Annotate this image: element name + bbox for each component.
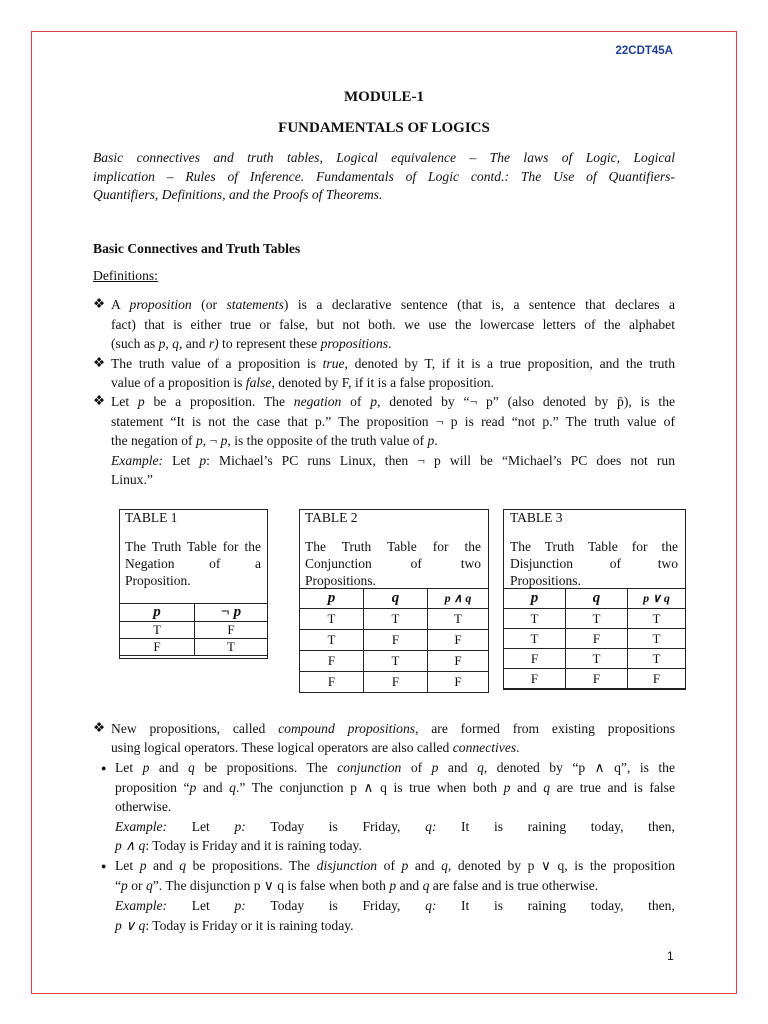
table-cell: F <box>195 622 268 639</box>
table-cell: T <box>504 629 566 649</box>
example-word: is <box>493 819 504 834</box>
table-cell: T <box>428 609 489 630</box>
def2-line2: value of a proposition is false, denoted by F, if it is a false proposition. <box>111 375 494 390</box>
compound-line1: New propositions, called compound propositions, are formed from existing propositions <box>111 721 675 736</box>
truth-table-3 <box>503 588 686 689</box>
chapter-title: FUNDAMENTALS OF LOGICS <box>278 120 490 136</box>
table-cell: F <box>428 672 489 693</box>
example-word: then, <box>648 819 675 834</box>
conj-example <box>115 819 675 835</box>
table-cell: F <box>300 651 364 672</box>
def3-line3: the negation of p, ¬ p, is the opposite of the truth value of p. <box>111 433 438 448</box>
table3-caption: TABLE 3 <box>510 510 563 525</box>
disj-line2: “p or q”. The disjunction p ∨ q is false when both p and q are false and is true otherwise. <box>115 878 599 893</box>
abstract-line: implication – Rules of Inference. Fundamentals of Logic contd.: The Use of Quantifiers- <box>93 169 675 184</box>
table-cell: T <box>195 639 268 656</box>
table-cell: F <box>504 649 566 669</box>
conj-example-line2: p ∧ q: Today is Friday and it is raining today. <box>115 838 362 853</box>
table-cell: T <box>364 651 428 672</box>
example-word: q: <box>425 898 437 913</box>
conj-line3: otherwise. <box>115 799 172 814</box>
table-header: ¬ p <box>195 604 268 622</box>
table-cell: T <box>120 622 195 639</box>
table-header: p ∧ q <box>428 589 489 609</box>
table-cell: F <box>364 672 428 693</box>
example-word: q: <box>425 819 437 834</box>
def2-line1: The truth value of a proposition is true, denoted by T, if it is a true proposition, and the truth <box>111 356 675 371</box>
module-title: MODULE-1 <box>344 89 424 105</box>
example-label: Example: <box>115 819 168 834</box>
def3-example: Example: Let p: Michael’s PC runs Linux, then ¬ p will be “Michael’s PC does not run <box>111 453 675 468</box>
table-cell: T <box>566 609 628 629</box>
example-word: p: <box>234 898 246 913</box>
example-word: Friday, <box>362 898 401 913</box>
table-cell: T <box>300 609 364 630</box>
document-code: 22CDT45A <box>615 45 673 57</box>
example-word: today, <box>590 898 624 913</box>
truth-table-2 <box>299 588 489 693</box>
example-word: Friday, <box>362 819 401 834</box>
example-word: is <box>493 898 504 913</box>
example-word: then, <box>648 898 675 913</box>
table-cell: F <box>566 669 628 689</box>
example-word: It <box>461 898 470 913</box>
table-cell: F <box>300 672 364 693</box>
table2-description: The Truth Table for the Conjunction of two Propositions. <box>305 539 481 588</box>
disj-example <box>115 898 675 914</box>
example-word: today, <box>590 819 624 834</box>
diamond-bullet-icon: ❖ <box>93 355 106 370</box>
table-header: p <box>300 589 364 609</box>
def1-line1: A proposition (or statements) is a declarative sentence (that is, a sentence that declares a <box>111 297 676 312</box>
table-header: q <box>566 589 628 609</box>
example-word: p: <box>234 819 246 834</box>
table-cell: F <box>428 651 489 672</box>
disj-line1: Let p and q be propositions. The disjunction of p and q, denoted by p ∨ q, is the proposition <box>115 858 675 873</box>
def1-line3: (such as p, q, and r) to represent these propositions. <box>111 336 392 351</box>
example-word: raining <box>527 898 567 913</box>
example-word: It <box>461 819 470 834</box>
table-cell: T <box>566 649 628 669</box>
example-word: Today <box>270 819 305 834</box>
section-heading: Basic Connectives and Truth Tables <box>93 241 301 256</box>
example-word: is <box>328 898 338 913</box>
def3-line1: Let p be a proposition. The negation of p, denoted by “¬ p” (also denoted by p̄), is the <box>111 394 676 409</box>
table-cell: F <box>566 629 628 649</box>
table-cell: T <box>628 649 686 669</box>
round-bullet-icon: ● <box>101 861 107 871</box>
page-number: 1 <box>667 949 674 963</box>
compound-line2: using logical operators. These logical operators are also called connectives. <box>111 740 520 755</box>
diamond-bullet-icon: ❖ <box>93 720 106 735</box>
disj-example-line2: p ∨ q: Today is Friday or it is raining today. <box>115 918 354 933</box>
def3-example-line2: Linux.” <box>111 472 153 487</box>
abstract-line: Basic connectives and truth tables, Logical equivalence – The laws of Logic, Logical <box>93 150 675 165</box>
table-cell: T <box>628 629 686 649</box>
conj-line1: Let p and q be propositions. The conjunction of p and q, denoted by “p ∧ q”, is the <box>115 760 676 775</box>
table-cell: F <box>504 669 566 689</box>
example-label: Example: <box>115 898 168 913</box>
truth-table-1 <box>119 603 268 656</box>
conj-line2: proposition “p and q.” The conjunction p ∧ q is true when both p and q are true and is false <box>115 780 675 795</box>
diamond-bullet-icon: ❖ <box>93 296 106 311</box>
abstract-line: Quantifiers, Definitions, and the Proofs of Theorems. <box>93 187 383 202</box>
round-bullet-icon: ● <box>101 763 107 773</box>
def1-line2: fact) that is either true or false, but not both. we use the lowercase letters of the alphabet <box>111 317 675 332</box>
table-cell: F <box>120 639 195 656</box>
table-header: p <box>120 604 195 622</box>
example-word: Let <box>191 819 210 834</box>
example-word: Today <box>270 898 305 913</box>
table-cell: F <box>628 669 686 689</box>
table-cell: T <box>364 609 428 630</box>
table2-caption: TABLE 2 <box>305 510 358 525</box>
table1-caption: TABLE 1 <box>125 510 178 525</box>
table-header: p <box>504 589 566 609</box>
table3-description: The Truth Table for the Disjunction of two Propositions. <box>510 539 678 588</box>
example-word: raining <box>527 819 567 834</box>
example-word: Let <box>191 898 210 913</box>
table-cell: T <box>300 630 364 651</box>
table-cell: F <box>364 630 428 651</box>
table-header: p ∨ q <box>628 589 686 609</box>
diamond-bullet-icon: ❖ <box>93 393 106 408</box>
table1-description: The Truth Table for the Negation of a Proposition. <box>125 539 261 588</box>
definitions-label: Definitions: <box>93 268 158 283</box>
table-cell: T <box>504 609 566 629</box>
table-header: q <box>364 589 428 609</box>
def3-line2: statement “It is not the case that p.” The proposition ¬ p is read “not p.” The truth value of <box>111 414 675 429</box>
table-cell: F <box>428 630 489 651</box>
table-cell: T <box>628 609 686 629</box>
example-word: is <box>328 819 338 834</box>
